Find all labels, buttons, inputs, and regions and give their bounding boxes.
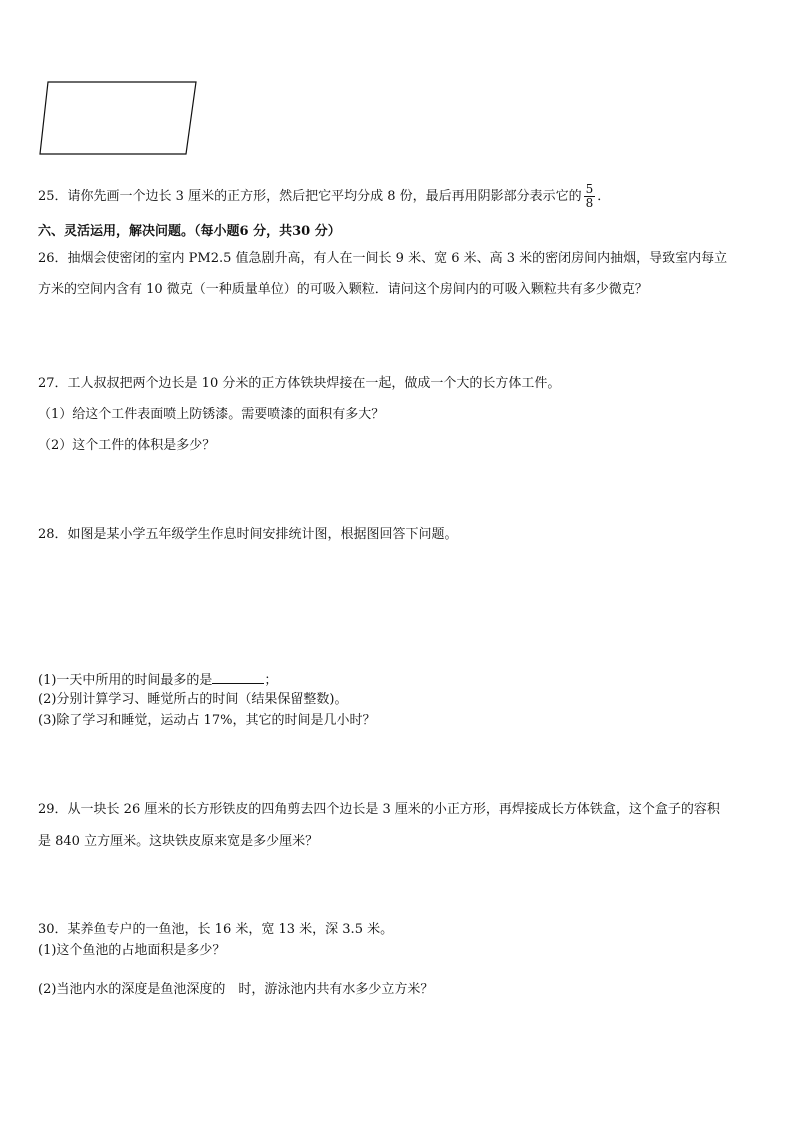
- q27-stem: 27．工人叔叔把两个边长是 10 分米的正方体铁块焊接在一起，做成一个大的长方体工件。: [38, 376, 561, 391]
- q29-line-2: 是 840 立方厘米。这块铁皮原来宽是多少厘米？: [38, 834, 319, 849]
- q27-sub-2: （2）这个工件的体积是多少？: [38, 438, 216, 453]
- section-6-heading: 六、灵活运用，解决问题。（每小题6 分，共30 分）: [38, 224, 341, 239]
- q28-stem: 28．如图是某小学五年级学生作息时间安排统计图，根据图回答下问题。: [38, 527, 458, 542]
- q28-sub-1-suffix: ；: [264, 673, 278, 688]
- q29-line-1: 29．从一块长 26 厘米的长方形铁皮的四角剪去四个边长是 3 厘米的小正方形，再焊接成长方体铁盒，这个盒子的容积: [38, 802, 720, 817]
- q25-suffix: ．: [597, 189, 611, 204]
- q26-line-1: 26．抽烟会使密闭的室内 PM2.5 值急剧升高，有人在一间长 9 米、宽 6 米、高 3 米的密闭房间内抽烟，导致室内每立: [38, 251, 728, 266]
- q30-sub-1: (1)这个鱼池的占地面积是多少？: [38, 943, 226, 958]
- fraction-5-8: [584, 183, 596, 210]
- q28-sub-1: [38, 671, 277, 689]
- q28-sub-1-prefix: (1)一天中所用的时间最多的是: [38, 673, 213, 688]
- q26-line-2: 方米的空间内含有 10 微克（一种质量单位）的可吸入颗粒．请问这个房间内的可吸入颗粒共有多少微克？: [38, 282, 648, 297]
- fraction-denominator: 8: [585, 196, 594, 210]
- q28-sub-3: (3)除了学习和睡觉，运动占 17%，其它的时间是几小时？: [38, 713, 376, 728]
- fraction-numerator: 5: [585, 182, 594, 196]
- answer-blank[interactable]: [212, 671, 264, 684]
- q25-text: 25．请你先画一个边长 3 厘米的正方形，然后把它平均分成 8 份，最后再用阴影部分表示它的: [38, 189, 582, 204]
- parallelogram-figure: [38, 79, 202, 159]
- q28-sub-2: (2)分别计算学习、睡觉所占的时间（结果保留整数)。: [38, 692, 348, 707]
- q30-sub-2: (2)当池内水的深度是鱼池深度的 时，游泳池内共有水多少立方米？: [38, 982, 434, 997]
- q30-stem: 30．某养鱼专户的一鱼池，长 16 米，宽 13 米，深 3.5 米。: [38, 922, 394, 937]
- q27-sub-1: （1）给这个工件表面喷上防锈漆。需要喷漆的面积有多大？: [38, 407, 385, 422]
- question-25: [38, 183, 610, 210]
